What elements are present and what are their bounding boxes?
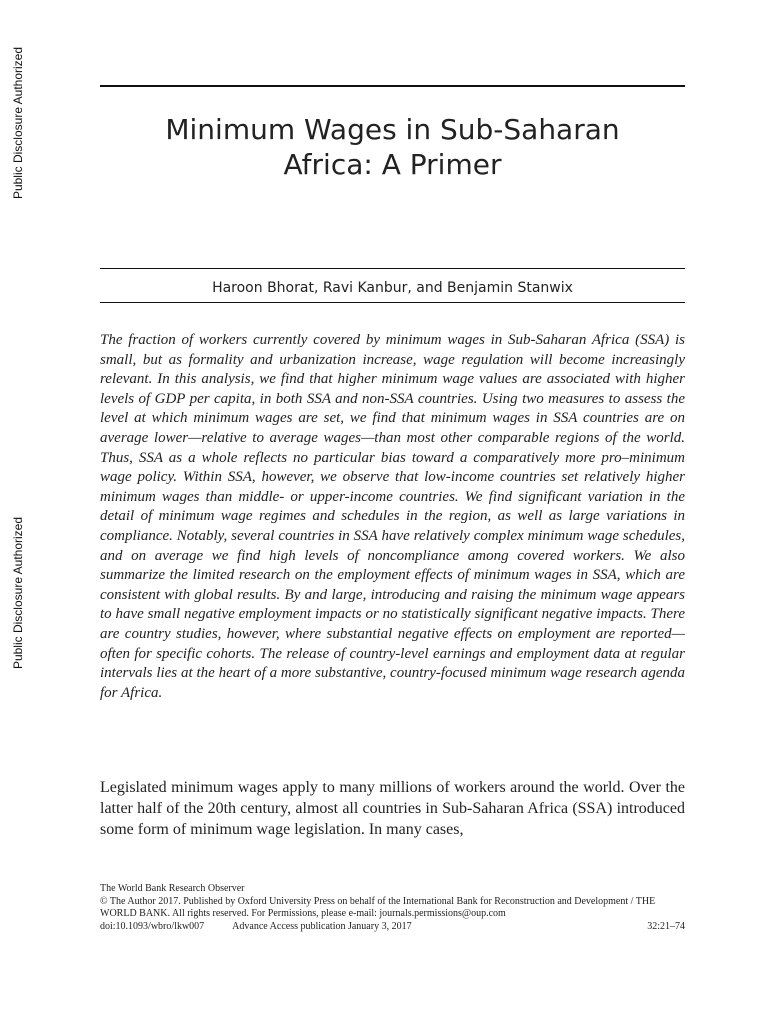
paper-title <box>100 112 685 182</box>
advance-access: Advance Access publication January 3, 2017 <box>232 920 412 932</box>
body-paragraph: Legislated minimum wages apply to many millions of workers around the world. Over the latter half of the 20th century, almost all countries in Sub-Saharan Africa (SSA) introduced some form of minimum wage legislation. In many cases, <box>100 779 685 838</box>
title-line-2: Africa: A Primer <box>283 148 502 181</box>
top-rule <box>100 85 685 87</box>
author-list: Haroon Bhorat, Ravi Kanbur, and Benjamin Stanwix <box>212 280 573 296</box>
public-disclosure-label-top: Public Disclosure Authorized <box>11 46 25 200</box>
public-disclosure-label-middle: Public Disclosure Authorized <box>11 516 25 670</box>
authors-rule-bottom <box>100 302 685 303</box>
page-range: 32:21–74 <box>647 920 685 932</box>
abstract: The fraction of workers currently covered by minimum wages in Sub-Saharan Africa (SSA) is small, but as formality and urbanization increase, wage regulation will become increasingly relevant. In this analysis, we find that higher minimum wage values are associated with higher levels of GDP per capita, in both SSA and non-SSA countries. Using two measures to assess the level at which minimum wages are set, we find that minimum wages in SSA countries are on average lower—relative to average wages—than most other comparable regions of the world. Thus, SSA as a whole reflects no particular bias toward a comparatively more pro–minimum wage policy. Within SSA, however, we observe that low-income countries set relatively higher minimum wages than middle- or upper-income countries. We find significant variation in the detail of minimum wage regimes and schedules in the region, as well as large variations in compliance. Notably, several countries in SSA have relatively complex minimum wage schedules, and on average we find high levels of noncompliance among covered workers. We also summarize the limited research on the employment effects of minimum wages in SSA, which are consistent with global results. By and large, introducing and raising the minimum wage appears to have small negative employment impacts or no statistically significant negative impacts. There are country studies, however, where substantial negative effects on employment are reported—often for specific cohorts. The release of country-level earnings and employment data at regular intervals lies at the heart of a more substantive, country-focused minimum wage research agenda for Africa. <box>100 332 685 701</box>
doi: doi:10.1093/wbro/lkw007 <box>100 920 205 932</box>
copyright-notice: © The Author 2017. Published by Oxford University Press on behalf of the International Bank for Reconstruction and Development / THE WORLD BANK. All rights reserved. For Permissions, please e-mail: journals.permissions@oup.com <box>100 895 656 919</box>
journal-name: The World Bank Research Observer <box>100 883 245 894</box>
title-line-1: Minimum Wages in Sub-Saharan <box>165 113 620 146</box>
footer <box>100 883 685 933</box>
doi-line <box>100 921 685 934</box>
authors-rule-top <box>100 268 685 269</box>
